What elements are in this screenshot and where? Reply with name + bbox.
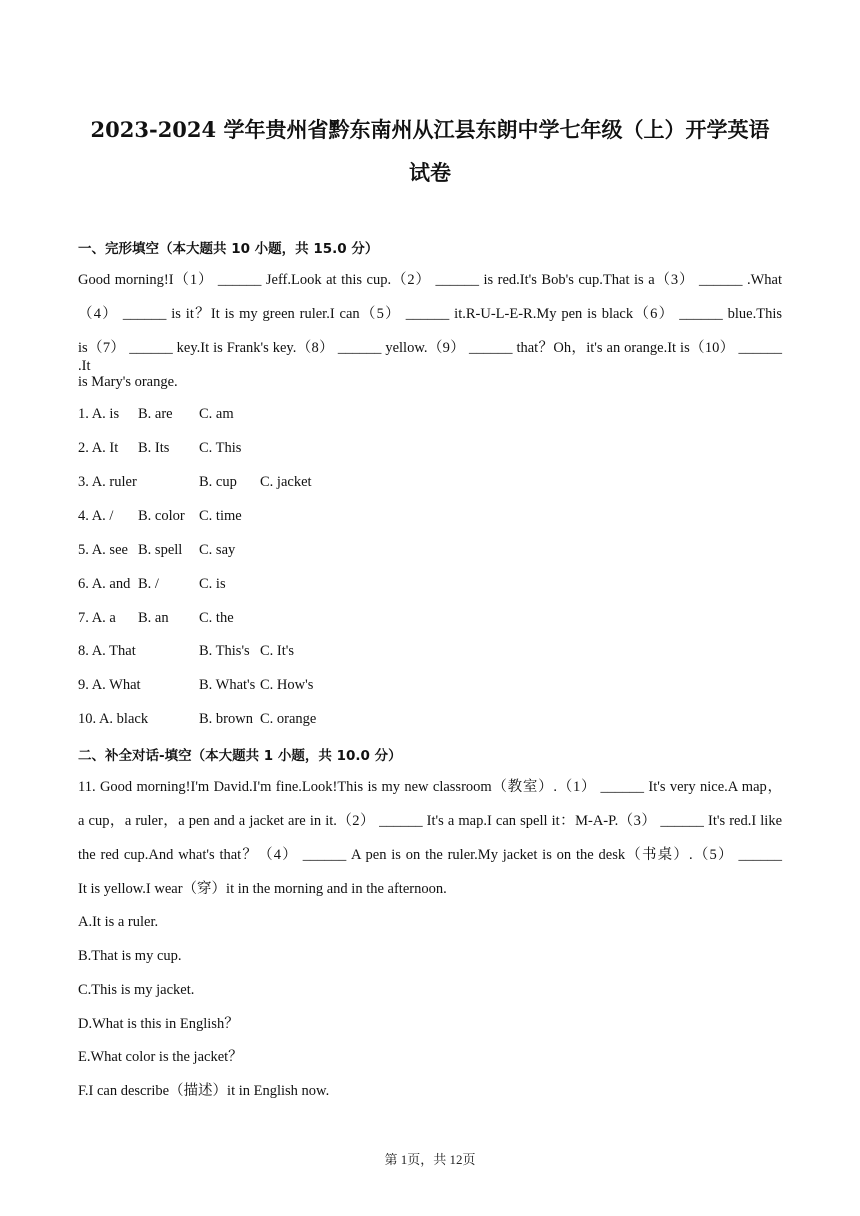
question-option-a: 10. A. black <box>78 711 149 727</box>
question-option-b: B. are <box>138 406 173 422</box>
question-option-c: C. time <box>199 508 242 524</box>
question-option-c: C. This <box>199 440 242 456</box>
dialogue-option: C.This is my jacket. <box>78 982 195 998</box>
question-option-c: C. orange <box>260 711 317 727</box>
document-title-line2: 试卷 <box>409 160 451 185</box>
question-option-a: 5. A. see <box>78 542 128 558</box>
question-option-b: B. / <box>138 576 159 592</box>
question-option-c: C. How's <box>260 677 314 693</box>
dialogue-option: D.What is this in English？ <box>78 1016 239 1032</box>
question-option-c: C. jacket <box>260 474 312 490</box>
section1-passage-line: is Mary's orange. <box>78 374 178 390</box>
question-option-b: B. spell <box>138 542 183 558</box>
question-option-c: C. say <box>199 542 236 558</box>
question-option-c: C. the <box>199 610 234 626</box>
question-option-b: B. Its <box>138 440 170 456</box>
question-option-b: B. brown <box>199 711 253 727</box>
page-footer: 第 1页，共 12页 <box>384 1152 476 1167</box>
question-option-c: C. It's <box>260 643 295 659</box>
question-option-a: 4. A. / <box>78 508 114 524</box>
question-option-b: B. This's <box>199 643 250 659</box>
question-option-c: C. am <box>199 406 234 422</box>
section1-passage-line: is（7） ______ key.It is Frank's key.（8） ______ yellow.（9） ______ that？Oh，it's an orange.It is（10） ______ .It <box>78 340 782 374</box>
section1-passage-line: Good morning!I（1） ______ Jeff.Look at this cup.（2） ______ is red.It's Bob's cup.That is a（3） ______ .What <box>78 272 782 288</box>
question-option-a: 6. A. and <box>78 576 131 592</box>
question-option-a: 2. A. It <box>78 440 119 456</box>
dialogue-option: B.That is my cup. <box>78 948 182 964</box>
section2-passage-line: a cup，a ruler，a pen and a jacket are in it.（2） ______ It's a map.I can spell it：M-A-P.（3） ______ It's red.I like <box>78 813 782 829</box>
question-option-a: 9. A. What <box>78 677 141 693</box>
section2-passage-line: 11. Good morning!I'm David.I'm fine.Look!This is my new classroom（教室）.（1） ______ It's very nice.A map， <box>78 779 782 795</box>
question-option-b: B. What's <box>199 677 256 693</box>
section1-passage-line: （4） ______ is it？It is my green ruler.I can（5） ______ it.R-U-L-E-R.My pen is black（6） ______ blue.This <box>78 306 782 322</box>
question-option-a: 7. A. a <box>78 610 116 626</box>
question-option-a: 1. A. is <box>78 406 120 422</box>
section2-heading: 二、补全对话-填空（本大题共 1 小题，共 10.0 分） <box>78 748 402 764</box>
document-title-line1: 2023-2024 学年贵州省黔东南州从江县东朗中学七年级（上）开学英语 <box>90 117 770 142</box>
dialogue-option: E.What color is the jacket？ <box>78 1049 243 1065</box>
section1-heading: 一、完形填空（本大题共 10 小题，共 15.0 分） <box>78 241 379 257</box>
dialogue-option: F.I can describe（描述）it in English now. <box>78 1083 330 1099</box>
question-option-a: 8. A. That <box>78 643 136 659</box>
question-option-b: B. cup <box>199 474 237 490</box>
question-option-a: 3. A. ruler <box>78 474 137 490</box>
dialogue-option: A.It is a ruler. <box>78 914 159 930</box>
section2-passage-line: It is yellow.I wear（穿）it in the morning and in the afternoon. <box>78 881 447 897</box>
section2-passage-line: the red cup.And what's that？（4） ______ A pen is on the ruler.My jacket is on the desk（书桌）.（5） ______ <box>78 847 782 863</box>
question-option-c: C. is <box>199 576 226 592</box>
question-option-b: B. color <box>138 508 185 524</box>
question-option-b: B. an <box>138 610 169 626</box>
